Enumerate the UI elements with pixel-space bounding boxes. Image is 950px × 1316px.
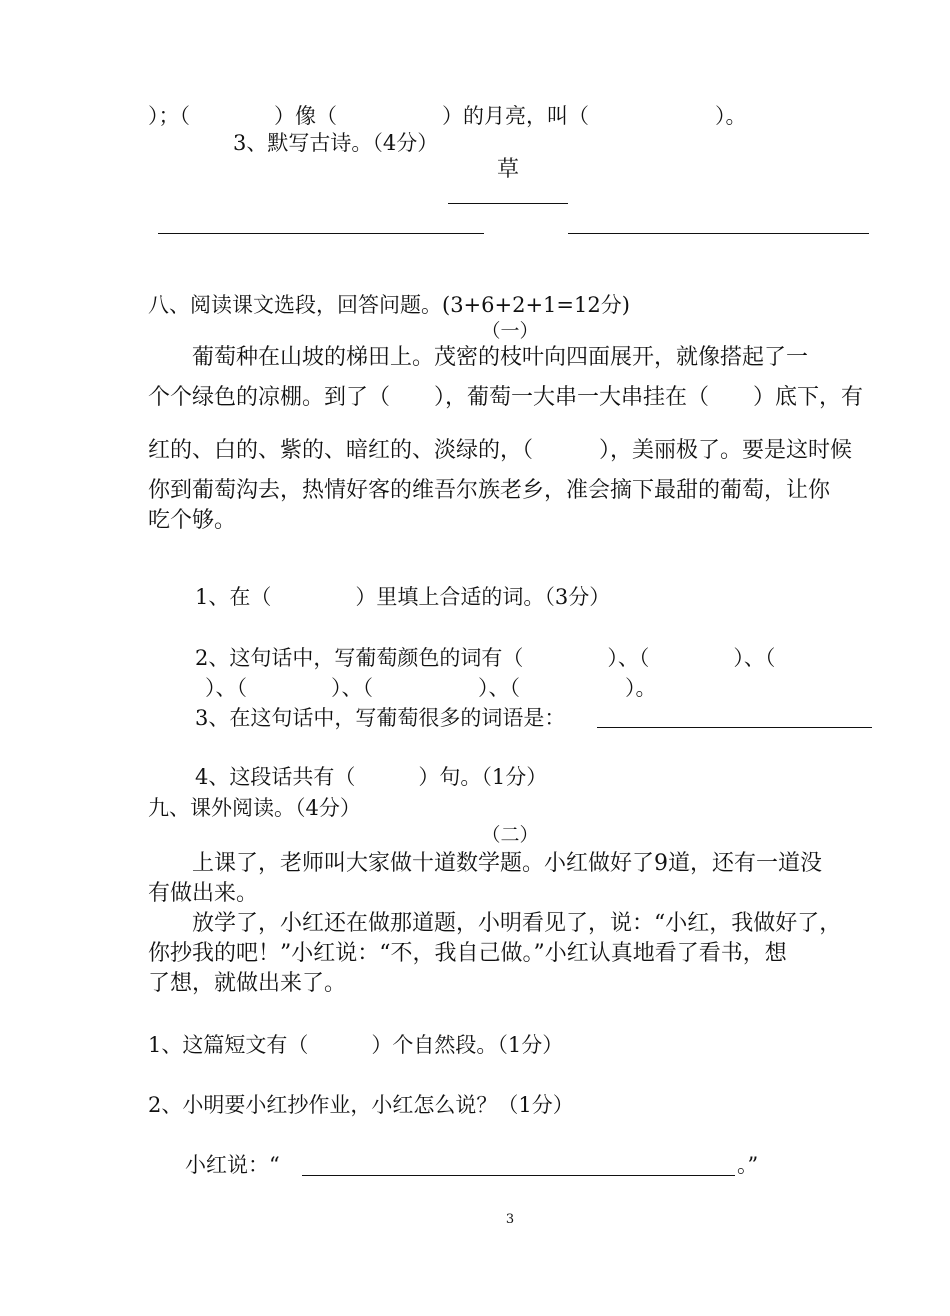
- poem-title: 草: [496, 157, 519, 182]
- answer-blank[interactable]: [302, 1175, 735, 1176]
- poem-line-blank-left[interactable]: [158, 233, 484, 234]
- passage-1-line-2: 个个绿色的凉棚。到了（ ），葡萄一大串一大串挂在（ ）底下，有: [148, 385, 864, 410]
- passage-2-line-3: 放学了，小红还在做那道题，小明看见了，说：“小红，我做好了，: [148, 911, 842, 936]
- passage-2-line-2: 有做出来。: [148, 881, 259, 906]
- passage-2-line-4: 你抄我的吧！”小红说：“不，我自己做。”小红认真地看了看书，想: [148, 941, 787, 966]
- question-8-3: 3、在这句话中，写葡萄很多的词语是：: [195, 706, 566, 730]
- question-7-3: 3、默写古诗。（4分）: [233, 131, 439, 155]
- question-9-1: 1、这篇短文有（ ）个自然段。（1分）: [148, 1033, 564, 1057]
- answer-prefix: 小红说：“: [185, 1153, 280, 1177]
- passage-1-line-1: 葡萄种在山坡的梯田上。茂密的枝叶向四面展开，就像搭起了一: [148, 345, 809, 370]
- poem-author-blank[interactable]: [448, 203, 568, 204]
- question-8-3-answer-blank[interactable]: [597, 727, 872, 728]
- passage-1-line-4: 你到葡萄沟去，热情好客的维吾尔族老乡，准会摘下最甜的葡萄，让你: [148, 478, 831, 503]
- question-8-2-line-1: 2、这句话中，写葡萄颜色的词有（ ）、（ ）、（: [195, 646, 776, 670]
- question-8-1: 1、在（ ）里填上合适的词。（3分）: [195, 585, 611, 609]
- question-8-4: 4、这段话共有（ ）句。（1分）: [195, 765, 548, 789]
- section-8-subheading: （一）: [481, 320, 539, 342]
- poem-line-blank-right[interactable]: [568, 233, 869, 234]
- passage-2-line-1: 上课了，老师叫大家做十道数学题。小红做好了9道，还有一道没: [148, 851, 822, 876]
- passage-1-line-3: 红的、白的、紫的、暗红的、淡绿的，（ ），美丽极了。要是这时候: [148, 438, 853, 463]
- section-9-heading: 九、课外阅读。（4分）: [148, 796, 361, 820]
- question-7-2-continuation: ）；（ ）像（ ）的月亮，叫（ ）。: [148, 104, 747, 128]
- passage-1-line-5: 吃个够。: [148, 508, 237, 533]
- question-9-2: 2、小明要小红抄作业，小红怎么说？（1分）: [148, 1093, 574, 1117]
- question-8-2-line-2: ）、（ ）、（ ）、（ ）。: [205, 676, 657, 700]
- page-number: 3: [505, 1212, 515, 1227]
- section-9-subheading: （二）: [481, 824, 539, 846]
- section-8-heading: 八、阅读课文选段，回答问题。(3+6+2+1=12分): [148, 293, 630, 317]
- passage-2-line-5: 了想，就做出来了。: [148, 971, 347, 996]
- answer-suffix: 。”: [737, 1153, 759, 1177]
